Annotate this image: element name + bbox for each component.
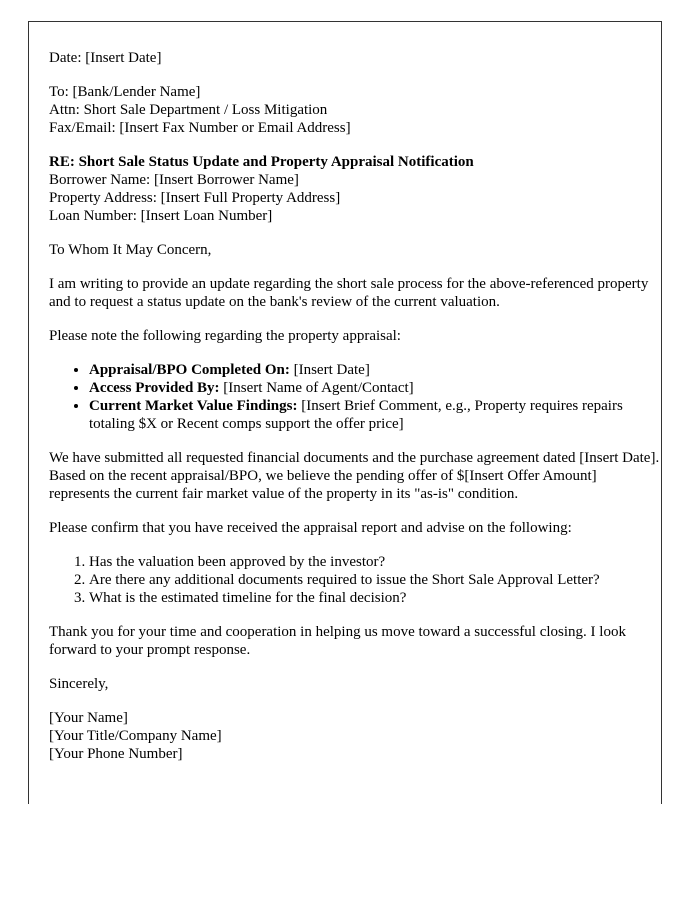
list-item: 3. What is the estimated timeline for the final decision?: [89, 589, 661, 607]
recipient-block: [49, 83, 661, 137]
re-block: [49, 153, 661, 225]
item-text: [Insert Brief Comment, e.g., Property requires repairs totaling $X or Recent comps support the offer price]: [89, 398, 623, 432]
item-label: Appraisal/BPO Completed On:: [89, 362, 290, 378]
fax-line: Fax/Email: [Insert Fax Number or Email Address]: [49, 120, 351, 136]
closing: Sincerely,: [49, 676, 109, 692]
to-line: To: [Bank/Lender Name]: [49, 84, 201, 100]
item-text: [Insert Name of Agent/Contact]: [219, 380, 414, 396]
paragraph-intro: I am writing to provide an update regarding the short sale process for the above-referenced property and to request a status update on the bank's review of the current valuation.: [49, 276, 649, 310]
date-line: Date: [Insert Date]: [49, 50, 162, 66]
subject-line: RE: Short Sale Status Update and Property Appraisal Notification: [49, 154, 474, 170]
questions-list: [49, 553, 661, 607]
address-line: Property Address: [Insert Full Property Address]: [49, 190, 341, 206]
paragraph-submission: We have submitted all requested financial documents and the purchase agreement dated [Insert Date]. Based on the recent appraisal/BPO, we believe the pending offer of $[Insert Offer Amount] represents the current fair market value of the property in its "as-is" condition.: [49, 450, 660, 502]
list-item: 2. Are there any additional documents required to issue the Short Sale Approval Letter?: [89, 571, 661, 589]
salutation: To Whom It May Concern,: [49, 242, 212, 258]
loan-line: Loan Number: [Insert Loan Number]: [49, 208, 273, 224]
borrower-line: Borrower Name: [Insert Borrower Name]: [49, 172, 299, 188]
list-item: [89, 397, 661, 433]
list-item: 1. Has the valuation been approved by the investor?: [89, 553, 661, 571]
signature-phone: [Your Phone Number]: [49, 746, 183, 762]
item-label: Current Market Value Findings:: [89, 398, 298, 414]
list-item: [89, 379, 661, 397]
signature-block: [49, 709, 661, 763]
paragraph-thanks: Thank you for your time and cooperation in helping us move toward a successful closing. I look forward to your prompt response.: [49, 624, 626, 658]
signature-title: [Your Title/Company Name]: [49, 728, 222, 744]
attn-line: Attn: Short Sale Department / Loss Mitigation: [49, 102, 328, 118]
paragraph-appraisal-note: Please note the following regarding the property appraisal:: [49, 328, 401, 344]
item-text: [Insert Date]: [289, 362, 370, 378]
paragraph-confirm: Please confirm that you have received the appraisal report and advise on the following:: [49, 520, 572, 536]
item-label: Access Provided By:: [89, 380, 220, 396]
list-item: [89, 361, 661, 379]
signature-name: [Your Name]: [49, 710, 128, 726]
appraisal-details-list: [49, 361, 661, 433]
letter-page: [28, 21, 662, 804]
